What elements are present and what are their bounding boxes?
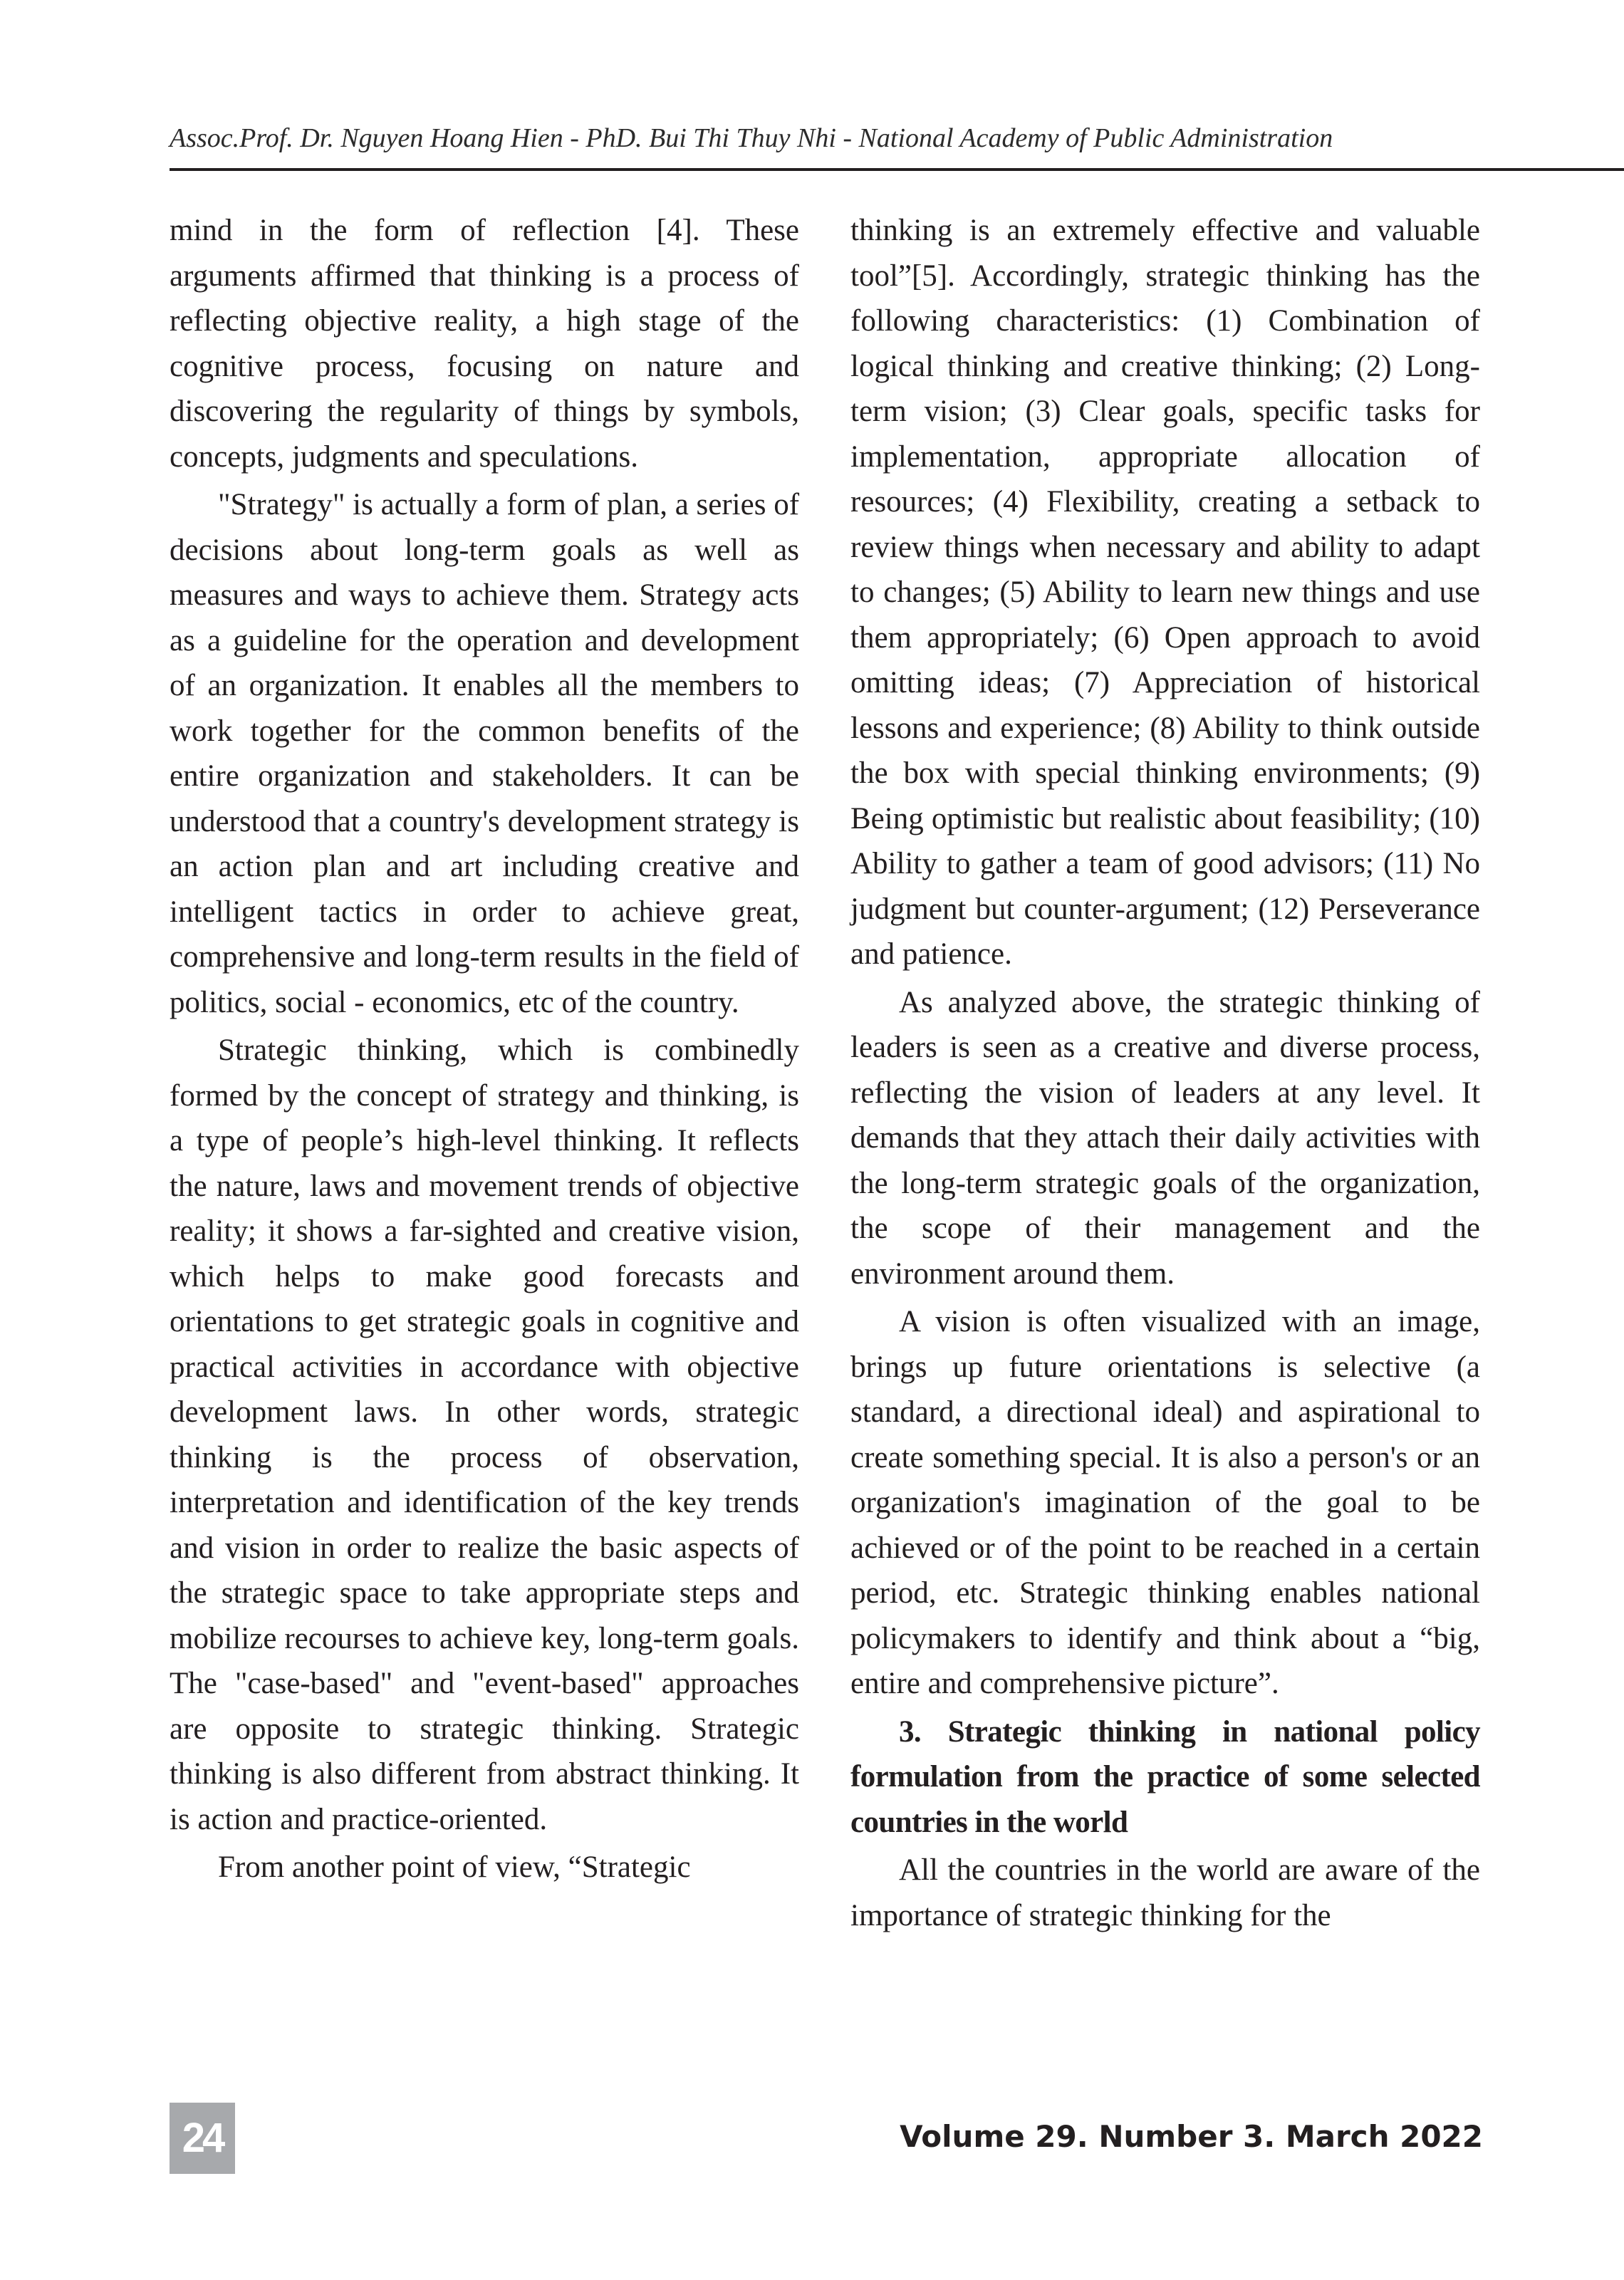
section-heading: 3. Strategic thinking in national policy formulation from the practice of some selected countries in the world [850, 1714, 1480, 1839]
left-column [170, 208, 799, 1893]
body-paragraph: All the countries in the world are aware of the importance of strategic thinking for the [850, 1853, 1480, 1932]
running-header: Assoc.Prof. Dr. Nguyen Hoang Hien - PhD. Bui Thi Thuy Nhi - National Academy of Public Administration [170, 123, 1333, 153]
page-number: 24 [170, 2103, 235, 2174]
body-paragraph: Strategic thinking, which is combinedly formed by the concept of strategy and thinking, is a type of people’s high-level thinking. It reflects the nature, laws and movement trends of objective reality; it shows a far-sighted and creative vision, which helps to make good forecasts and orientations to get strategic goals in cognitive and practical activities in accordance with objective development laws. In other words, strategic thinking is the process of observation, interpretation and identification of the key trends and vision in order to realize the basic aspects of the strategic space to take appropriate steps and mobilize recourses to achieve key, long-term goals. The "case-based" and "event-based" approaches are opposite to strategic thinking. Strategic thinking is also different from abstract thinking. It is action and practice-oriented. [170, 1034, 799, 1836]
body-paragraph: "Strategy" is actually a form of plan, a series of decisions about long-term goals as well as measures and ways to achieve them. Strategy acts as a guideline for the operation and development of an organization. It enables all the members to work together for the common benefits of the entire organization and stakeholders. It can be understood that a country's development strategy is an action plan and art including creative and intelligent tactics in order to achieve great, comprehensive and long-term results in the field of politics, social - economics, etc of the country. [170, 488, 800, 1019]
body-paragraph: From another point of view, “Strategic [218, 1850, 691, 1884]
header-rule [170, 168, 1624, 171]
body-paragraph: mind in the form of reflection [4]. These arguments affirmed that thinking is a process of reflecting objective reality, a high stage of the cognitive process, focusing on nature and discovering the regularity of things by symbols, concepts, judgments and speculations. [170, 214, 799, 474]
issue-info: Volume 29. Number 3. March 2022 [900, 2119, 1483, 2154]
body-paragraph: thinking is an extremely effective and valuable tool”[5]. Accordingly, strategic thinking has the following characteristics: (1) Combination of logical thinking and creative thinking; (2) Long-term vision; (3) Clear goals, specific tasks for implementation, appropriate allocation of resources; (4) Flexibility, creating a setback to review things when necessary and ability to adapt to changes; (5) Ability to learn new things and use them appropriately; (6) Open approach to avoid omitting ideas; (7) Appreciation of historical lessons and experience; (8) Ability to think outside the box with special thinking environments; (9) Being optimistic but realistic about feasibility; (10) Ability to gather a team of good advisors; (11) No judgment but counter-argument; (12) Perseverance and patience. [850, 214, 1480, 971]
right-column [850, 208, 1480, 1941]
body-paragraph: As analyzed above, the strategic thinking of leaders is seen as a creative and diverse process, reflecting the vision of leaders at any level. It demands that they attach their daily activities with the long-term strategic goals of the organization, the scope of their management and the environment around them. [850, 985, 1480, 1291]
body-paragraph: A vision is often visualized with an image, brings up future orientations is selective (a standard, a directional ideal) and aspirational to create something special. It is also a person's or an organization's imagination of the goal to be achieved or of the point to be reached in a certain period, etc. Strategic thinking enables national policymakers to identify and think about a “big, entire and comprehensive picture”. [850, 1305, 1480, 1700]
